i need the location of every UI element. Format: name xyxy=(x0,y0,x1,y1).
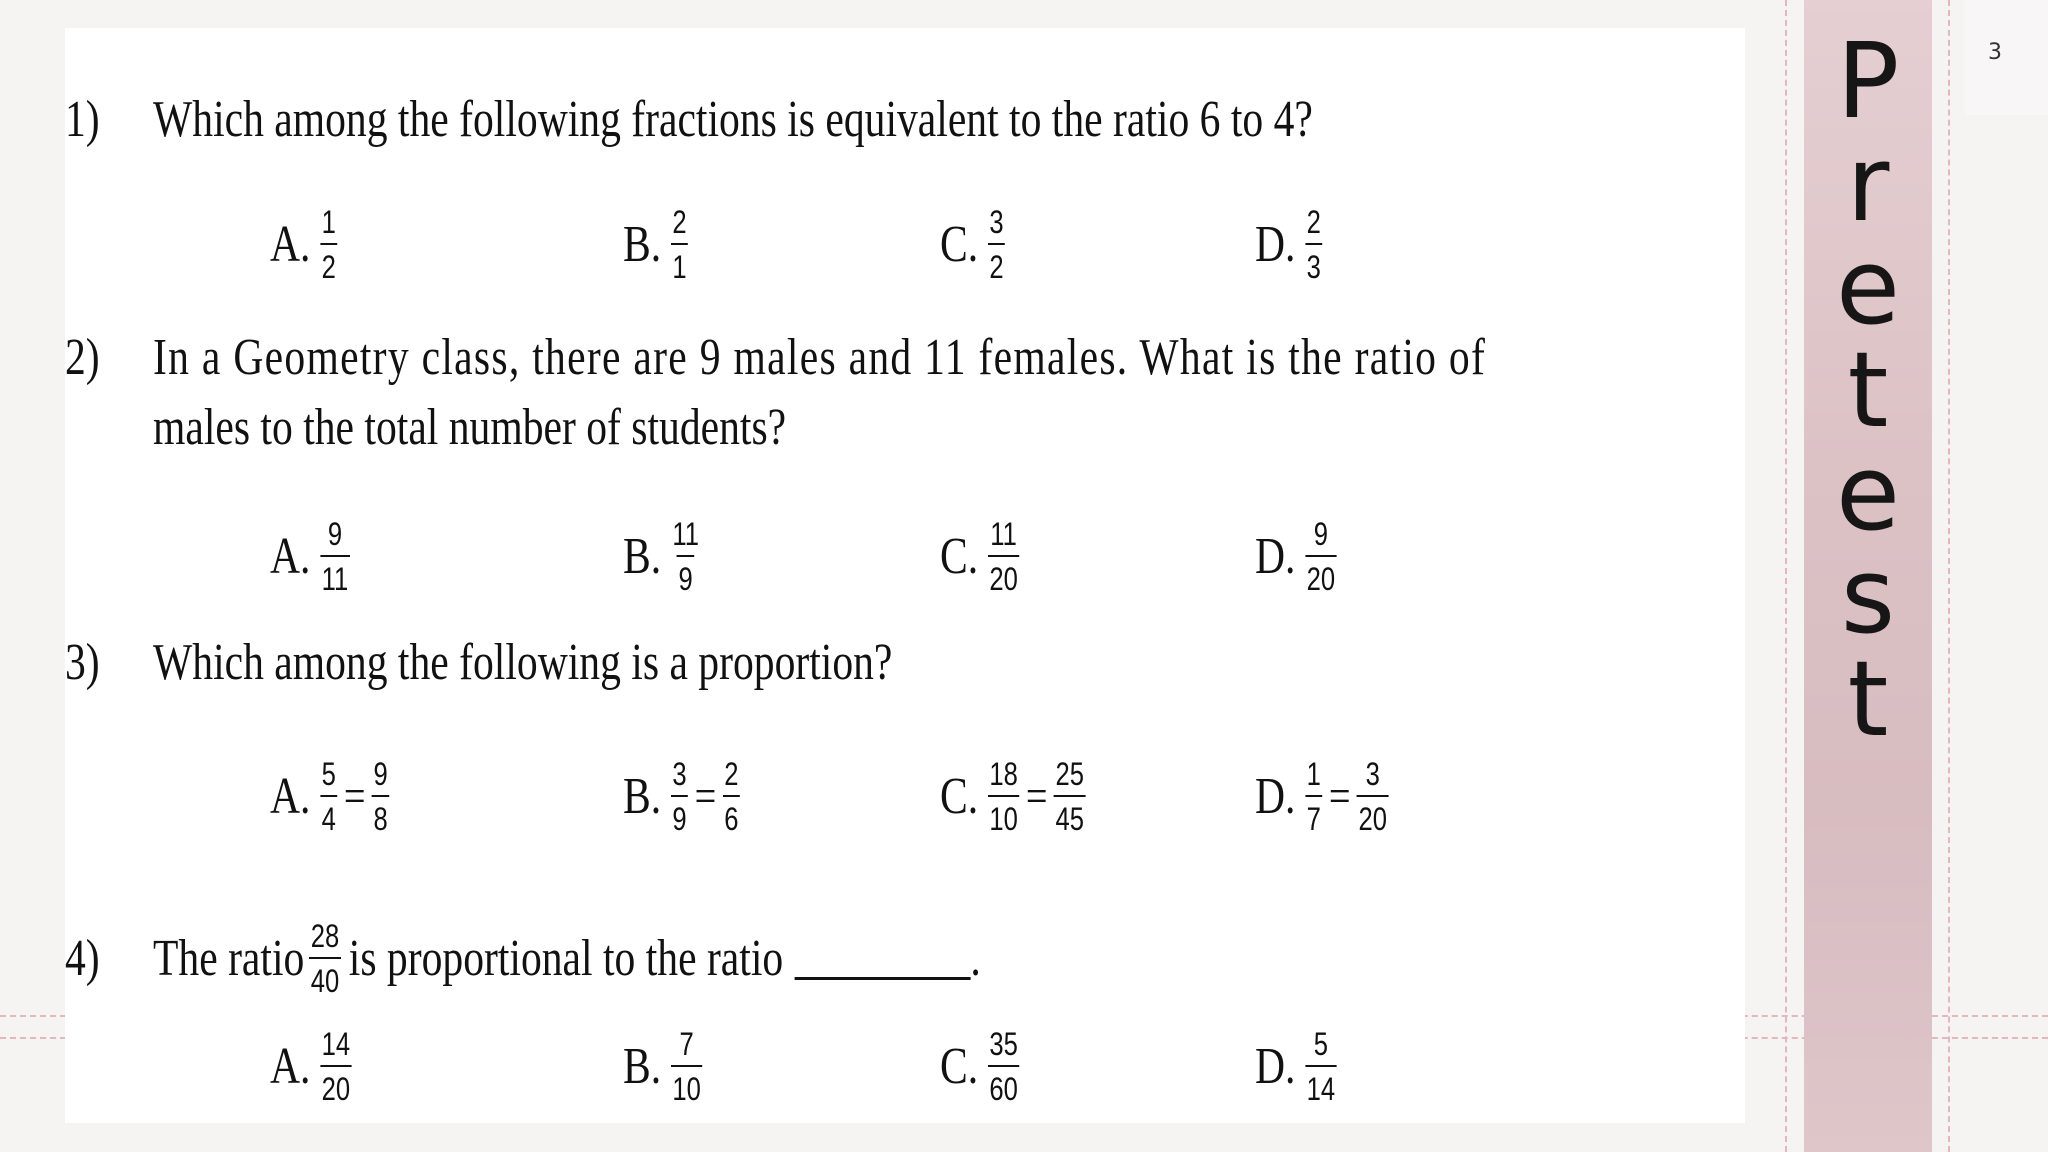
numerator: 2 xyxy=(672,204,687,240)
denominator: 2 xyxy=(320,243,337,283)
option-letter: B. xyxy=(623,528,662,585)
fraction xyxy=(1305,518,1337,595)
title-letter: e xyxy=(1836,226,1900,348)
question-number: 2) xyxy=(65,329,100,386)
equals-sign: = xyxy=(343,770,366,823)
option-3d xyxy=(1255,758,1389,835)
denominator: 45 xyxy=(1054,795,1086,835)
option-1c xyxy=(940,206,1005,283)
fraction-right xyxy=(1054,758,1086,835)
end-punctuation: . xyxy=(970,930,981,987)
numerator: 2 xyxy=(724,756,739,792)
option-4a xyxy=(270,1028,352,1105)
title-letter: t xyxy=(1847,638,1889,760)
numerator: 18 xyxy=(989,756,1018,792)
numerator: 9 xyxy=(327,516,343,552)
option-1d xyxy=(1255,206,1322,283)
fraction xyxy=(988,206,1005,283)
fraction xyxy=(320,518,350,595)
numerator: 35 xyxy=(989,1026,1018,1062)
ratio-fraction xyxy=(309,920,341,997)
option-letter: C. xyxy=(940,1038,979,1095)
fraction-left xyxy=(671,758,688,835)
denominator: 9 xyxy=(671,795,688,835)
fraction-left xyxy=(320,758,337,835)
fraction xyxy=(671,1028,703,1105)
fraction xyxy=(988,1028,1020,1105)
numerator: 3 xyxy=(1365,756,1380,792)
denominator: 60 xyxy=(988,1065,1020,1105)
question-number: 4) xyxy=(65,930,100,987)
option-letter: C. xyxy=(940,528,979,585)
numerator: 11 xyxy=(990,516,1017,552)
denominator: 20 xyxy=(1305,555,1337,595)
fraction-right xyxy=(1357,758,1389,835)
numerator: 11 xyxy=(672,516,699,552)
denominator: 4 xyxy=(320,795,337,835)
denominator: 2 xyxy=(988,243,1005,283)
fraction xyxy=(1305,1028,1337,1105)
question-text-before: The ratio xyxy=(153,930,305,987)
option-letter: B. xyxy=(623,1038,662,1095)
option-1b xyxy=(623,206,688,283)
option-3c xyxy=(940,758,1086,835)
denominator: 6 xyxy=(723,795,740,835)
equals-sign: = xyxy=(1328,770,1351,823)
denominator: 20 xyxy=(1357,795,1389,835)
question-text: Which among the following is a proportion? xyxy=(153,634,893,691)
question-number: 1) xyxy=(65,91,100,148)
equals-sign: = xyxy=(1025,770,1048,823)
option-letter: B. xyxy=(623,216,662,273)
denominator: 3 xyxy=(1305,243,1322,283)
fraction xyxy=(671,518,701,595)
title-band xyxy=(1804,0,1932,1152)
question-text: Which among the following fractions is equivalent to the ratio 6 to 4? xyxy=(153,91,1313,148)
option-2a xyxy=(270,518,350,595)
numerator: 5 xyxy=(1313,1026,1328,1062)
fraction-left xyxy=(1305,758,1322,835)
question-4 xyxy=(65,920,981,997)
fraction-right xyxy=(372,758,389,835)
denominator: 8 xyxy=(372,795,389,835)
dashed-guide xyxy=(1948,0,1950,1152)
numerator: 1 xyxy=(1306,756,1321,792)
fraction xyxy=(1305,206,1322,283)
fraction-right xyxy=(723,758,740,835)
option-letter: D. xyxy=(1255,216,1296,273)
fraction xyxy=(988,518,1020,595)
equals-sign: = xyxy=(694,770,717,823)
dashed-guide xyxy=(1785,0,1787,1152)
fraction xyxy=(671,206,688,283)
option-letter: A. xyxy=(270,528,311,585)
option-letter: D. xyxy=(1255,1038,1296,1095)
option-letter: C. xyxy=(940,216,979,273)
numerator: 28 xyxy=(310,918,340,954)
question-text-after: is proportional to the ratio xyxy=(348,930,784,987)
denominator: 7 xyxy=(1305,795,1322,835)
denominator: 20 xyxy=(320,1065,352,1105)
option-letter: D. xyxy=(1255,528,1296,585)
option-3b xyxy=(623,758,740,835)
title-letter: s xyxy=(1840,535,1896,657)
numerator: 9 xyxy=(1313,516,1328,552)
worksheet xyxy=(65,28,1745,1123)
numerator: 9 xyxy=(373,756,388,792)
title-letter: P xyxy=(1836,20,1900,142)
option-letter: A. xyxy=(270,1038,311,1095)
title-letter: r xyxy=(1846,123,1890,245)
denominator: 20 xyxy=(988,555,1020,595)
numerator: 1 xyxy=(321,204,336,240)
option-4c xyxy=(940,1028,1019,1105)
numerator: 14 xyxy=(321,1026,351,1062)
option-4d xyxy=(1255,1028,1337,1105)
question-text-line-1: In a Geometry class, there are 9 males and 11 females. What is the ratio of xyxy=(153,329,1487,386)
fraction xyxy=(320,206,337,283)
numerator: 2 xyxy=(1306,204,1321,240)
denominator: 11 xyxy=(320,555,350,595)
numerator: 7 xyxy=(679,1026,694,1062)
fraction-left xyxy=(988,758,1020,835)
title-letter: e xyxy=(1836,432,1900,554)
denominator: 14 xyxy=(1305,1065,1337,1105)
option-2c xyxy=(940,518,1019,595)
option-2d xyxy=(1255,518,1337,595)
denominator: 9 xyxy=(677,555,694,595)
question-number: 3) xyxy=(65,634,100,691)
fraction xyxy=(320,1028,352,1105)
slide-title xyxy=(1804,20,1932,760)
option-4b xyxy=(623,1028,702,1105)
numerator: 3 xyxy=(672,756,687,792)
option-letter: A. xyxy=(270,768,311,825)
numerator: 25 xyxy=(1055,756,1084,792)
slide-number: 3 xyxy=(1988,40,2002,65)
question-text-line-2: males to the total number of students? xyxy=(153,399,787,456)
numerator: 3 xyxy=(989,204,1004,240)
option-letter: D. xyxy=(1255,768,1296,825)
denominator: 10 xyxy=(671,1065,703,1105)
option-1a xyxy=(270,206,337,283)
denominator: 40 xyxy=(309,957,341,997)
denominator: 1 xyxy=(671,243,688,283)
answer-blank xyxy=(794,937,970,980)
option-2b xyxy=(623,518,701,595)
numerator: 5 xyxy=(321,756,336,792)
option-letter: A. xyxy=(270,216,311,273)
option-3a xyxy=(270,758,389,835)
option-letter: C. xyxy=(940,768,979,825)
title-letter: t xyxy=(1847,329,1889,451)
option-letter: B. xyxy=(623,768,662,825)
denominator: 10 xyxy=(988,795,1020,835)
